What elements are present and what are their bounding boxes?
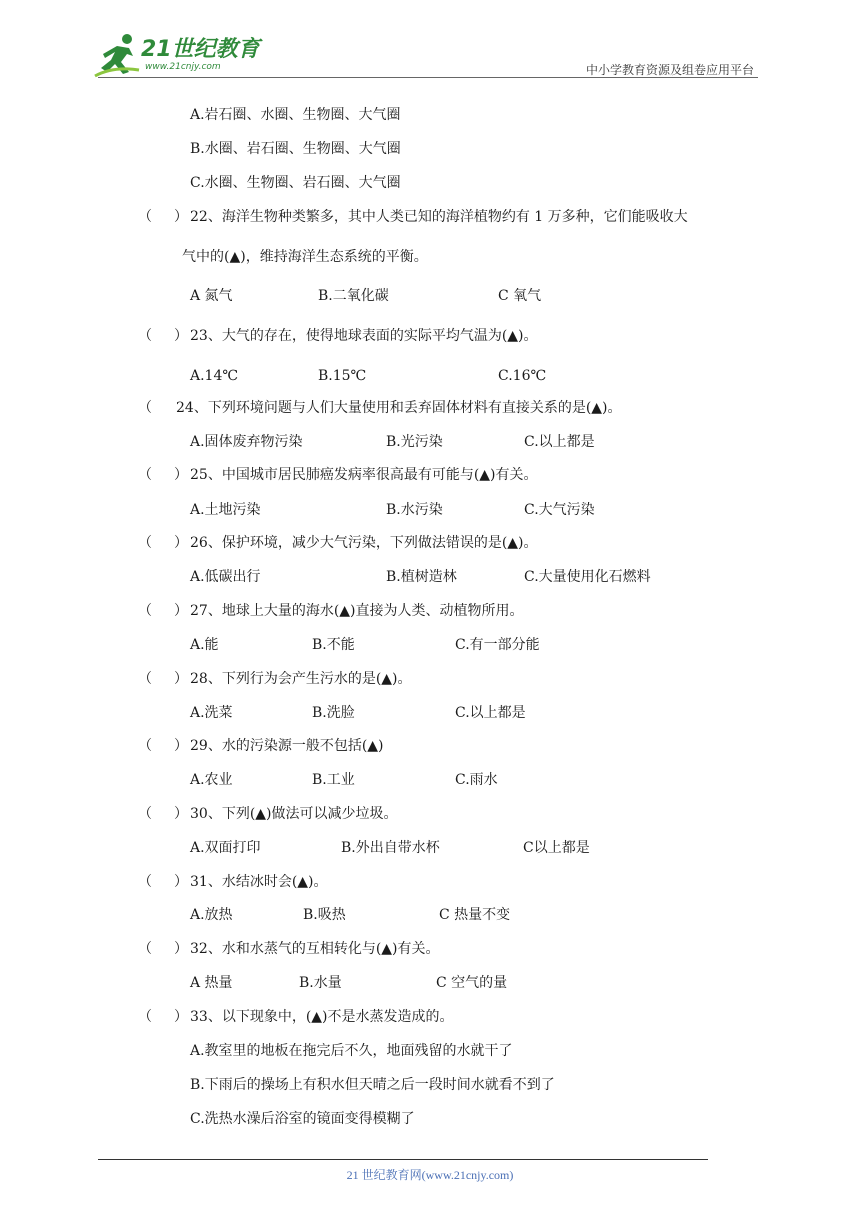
- option-b: B.植树造林: [386, 569, 457, 585]
- question-text: 23、大气的存在，使得地球表面的实际平均气温为(▲)。: [190, 328, 538, 344]
- option-a: A.农业: [190, 772, 233, 788]
- option-b: B.不能: [312, 637, 355, 653]
- page-header: [0, 0, 860, 80]
- site-logo: [93, 32, 263, 78]
- answer-paren-open: （: [138, 535, 152, 551]
- answer-paren-close: ）: [174, 738, 188, 754]
- option-b: B.工业: [312, 772, 355, 788]
- question-text: 32、水和水蒸气的互相转化与(▲)有关。: [190, 941, 440, 957]
- option-a: A.14℃: [190, 368, 239, 384]
- option-a: A.洗菜: [190, 705, 233, 721]
- answer-paren-close: ）: [174, 874, 188, 890]
- question-text: 24、下列环境问题与人们大量使用和丢弃固体材料有直接关系的是(▲)。: [176, 400, 622, 416]
- option-c: C 热量不变: [439, 907, 511, 923]
- option-a: A 热量: [190, 975, 233, 991]
- option-b: B.水量: [299, 975, 342, 991]
- question-text: 28、下列行为会产生污水的是(▲)。: [190, 671, 412, 687]
- option-a: A.固体废弃物污染: [190, 434, 303, 450]
- option-c: C.以上都是: [455, 705, 526, 721]
- runner-logo-icon: [93, 32, 143, 78]
- answer-paren-close: ）: [174, 467, 188, 483]
- question-text: 26、保护环境，减少大气污染，下列做法错误的是(▲)。: [190, 535, 538, 551]
- option-b: B.吸热: [303, 907, 346, 923]
- option-b: B.洗脸: [312, 705, 355, 721]
- answer-paren-open: （: [138, 874, 152, 890]
- q21-option-c: C.水圈、生物圈、岩石圈、大气圈: [190, 175, 401, 191]
- q21-option-b: B.水圈、岩石圈、生物圈、大气圈: [190, 141, 401, 157]
- option-c: C.洗热水澡后浴室的镜面变得模糊了: [190, 1111, 415, 1127]
- footer-divider: [98, 1159, 708, 1160]
- option-a: A.教室里的地板在拖完后不久，地面残留的水就干了: [190, 1043, 513, 1059]
- option-b: B.二氧化碳: [318, 288, 389, 304]
- option-c: C.16℃: [498, 368, 547, 384]
- answer-paren-close: ）: [174, 1009, 188, 1025]
- q21-option-a: A.岩石圈、水圈、生物圈、大气圈: [190, 107, 401, 123]
- answer-paren-open: （: [138, 209, 152, 225]
- answer-paren-open: （: [138, 1009, 152, 1025]
- header-divider: [98, 77, 758, 78]
- option-a: A.土地污染: [190, 502, 261, 518]
- question-text: 33、以下现象中，(▲)不是水蒸发造成的。: [190, 1009, 454, 1025]
- option-c: C.雨水: [455, 772, 498, 788]
- answer-paren-close: ）: [174, 941, 188, 957]
- option-b: B.外出自带水杯: [341, 840, 440, 856]
- option-c: C.大量使用化石燃料: [524, 569, 651, 585]
- option-a: A.放热: [190, 907, 233, 923]
- question-text-cont: 气中的(▲)，维持海洋生态系统的平衡。: [182, 249, 428, 265]
- question-text: 22、海洋生物种类繁多，其中人类已知的海洋植物约有 1 万多种，它们能吸收大: [190, 209, 688, 225]
- question-text: 30、下列(▲)做法可以减少垃圾。: [190, 806, 398, 822]
- answer-paren-close: ）: [174, 328, 188, 344]
- platform-name: 中小学教育资源及组卷应用平台: [585, 63, 754, 77]
- option-a: A.双面打印: [190, 840, 261, 856]
- answer-paren-open: （: [138, 603, 152, 619]
- answer-paren-close: ）: [174, 806, 188, 822]
- logo-url: www.21cnjy.com: [145, 62, 221, 72]
- page-footer: 21 世纪教育网(www.21cnjy.com): [346, 1168, 514, 1182]
- answer-paren-open: （: [138, 467, 152, 483]
- option-a: A.能: [190, 637, 219, 653]
- option-c: C 氧气: [498, 288, 542, 304]
- option-b: B.水污染: [386, 502, 443, 518]
- option-c: C以上都是: [523, 840, 590, 856]
- answer-paren-close: ）: [174, 535, 188, 551]
- option-a: A 氮气: [190, 288, 233, 304]
- answer-paren-open: （: [138, 738, 152, 754]
- answer-paren-close: ）: [174, 209, 188, 225]
- option-a: A.低碳出行: [190, 569, 261, 585]
- answer-paren-open: （: [138, 328, 152, 344]
- question-text: 29、水的污染源一般不包括(▲): [190, 738, 384, 754]
- answer-paren-open: （: [138, 806, 152, 822]
- logo-text: 21世纪教育: [141, 37, 260, 62]
- option-c: C 空气的量: [436, 975, 508, 991]
- option-b: B.下雨后的操场上有积水但天晴之后一段时间水就看不到了: [190, 1077, 555, 1093]
- answer-paren-open: （: [138, 671, 152, 687]
- option-c: C.大气污染: [524, 502, 595, 518]
- question-text: 27、地球上大量的海水(▲)直接为人类、动植物所用。: [190, 603, 524, 619]
- option-c: C.以上都是: [524, 434, 595, 450]
- option-b: B.15℃: [318, 368, 367, 384]
- option-b: B.光污染: [386, 434, 443, 450]
- answer-paren-close: ）: [174, 671, 188, 687]
- option-c: C.有一部分能: [455, 637, 540, 653]
- question-text: 25、中国城市居民肺癌发病率很高最有可能与(▲)有关。: [190, 467, 538, 483]
- answer-paren-open: （: [138, 400, 152, 416]
- answer-paren-open: （: [138, 941, 152, 957]
- answer-paren-close: ）: [174, 603, 188, 619]
- question-text: 31、水结冰时会(▲)。: [190, 874, 328, 890]
